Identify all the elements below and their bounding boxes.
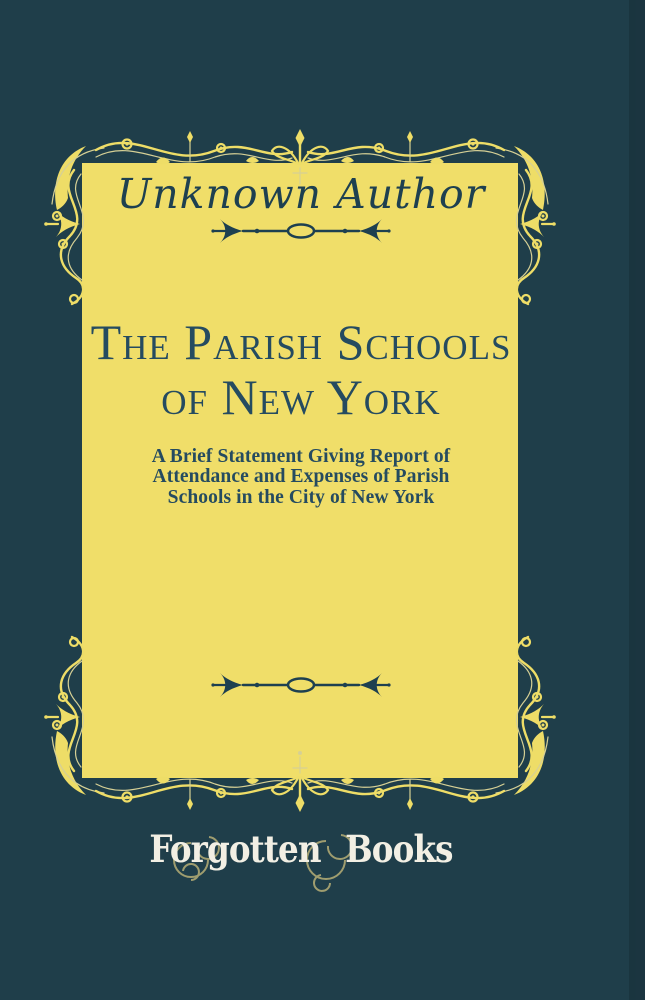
divider-ornament-bottom <box>211 673 390 697</box>
page-edge-shadow <box>629 0 645 1000</box>
book-title-line-1: The Parish Schools <box>90 314 512 370</box>
publisher-logo <box>83 827 519 897</box>
book-title <box>83 315 519 425</box>
author-name: Unknown Author <box>116 170 486 218</box>
book-title-line-2: of New York <box>161 369 441 425</box>
book-subtitle-line-3: Schools in the City of New York <box>167 486 435 508</box>
book-subtitle-line-2: Attendance and Expenses of Parish <box>152 466 450 488</box>
divider-ornament-top <box>211 219 390 243</box>
publisher-logo-text: Forgotten Books <box>149 827 453 871</box>
book-subtitle <box>83 447 519 508</box>
book-subtitle-line-1: A Brief Statement Giving Report of <box>151 446 451 467</box>
bottom-border-flourish <box>44 637 556 812</box>
